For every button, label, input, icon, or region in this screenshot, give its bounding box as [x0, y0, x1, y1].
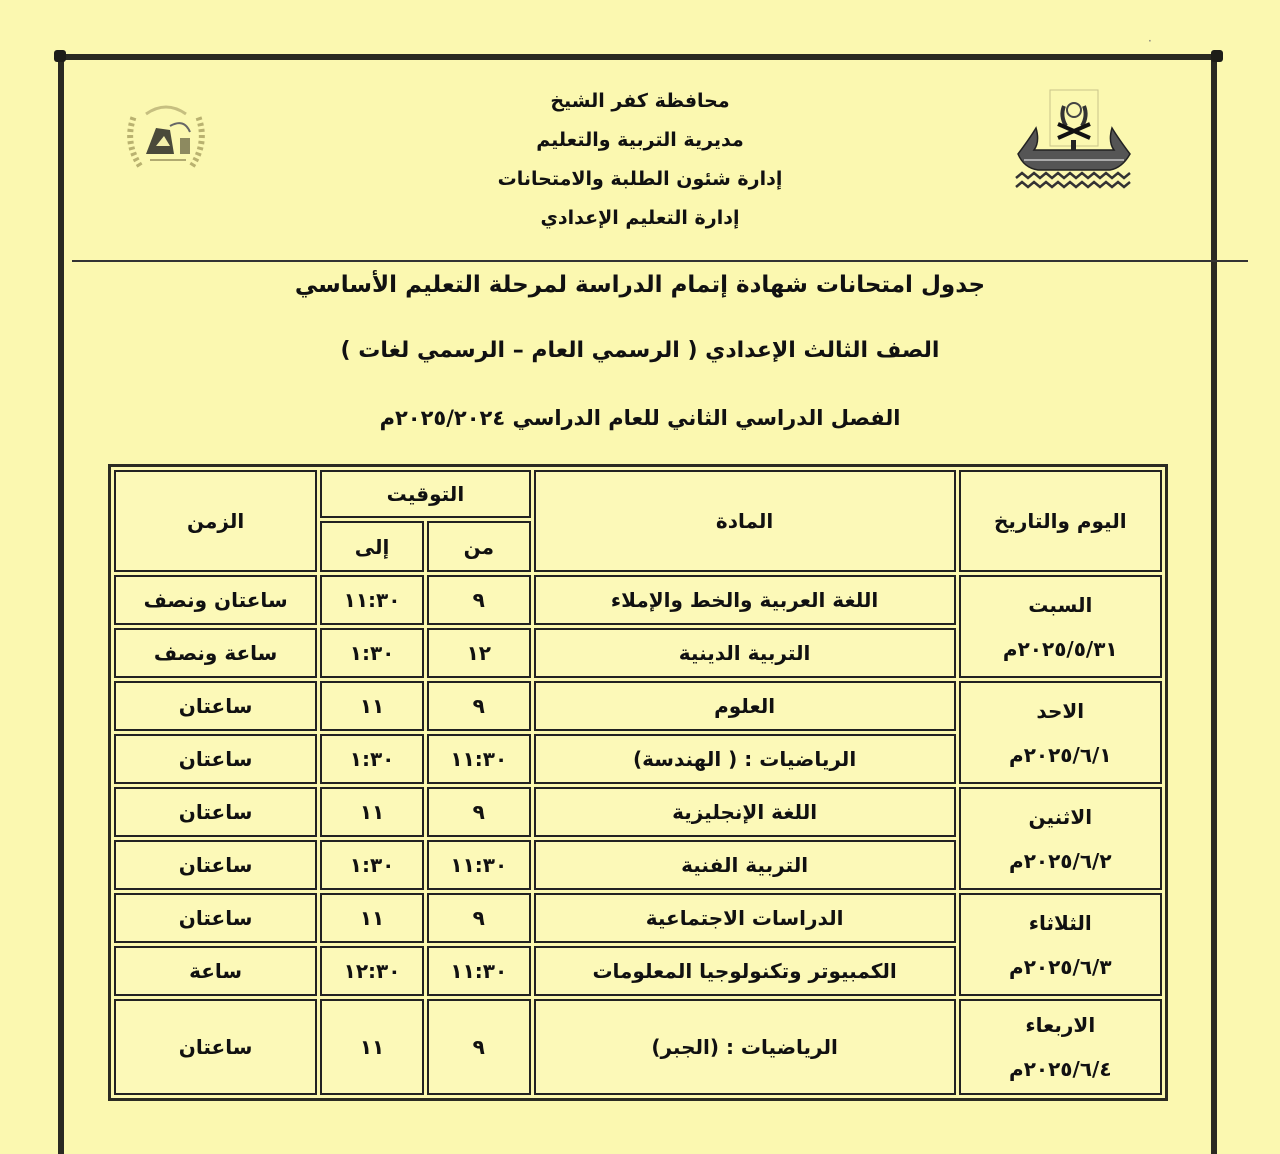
day-date-cell — [959, 681, 1162, 784]
to-time-cell: ١:٣٠ — [320, 628, 424, 678]
from-time-cell: ٩ — [427, 999, 531, 1095]
governorate-name: محافظة كفر الشيخ — [550, 90, 730, 112]
subject-cell: اللغة العربية والخط والإملاء — [534, 575, 956, 625]
document-title: جدول امتحانات شهادة إتمام الدراسة لمرحلة التعليم الأساسي — [294, 272, 986, 298]
sub-department-name: إدارة التعليم الإعدادي — [540, 207, 740, 229]
from-time-cell: ٩ — [427, 787, 531, 837]
to-time-cell: ١١ — [320, 787, 424, 837]
table-row — [114, 787, 1162, 837]
header-from: من — [427, 521, 531, 572]
table-row — [114, 681, 1162, 731]
exam-date: ٢٠٢٥/٦/٣م — [1009, 954, 1112, 979]
table-row — [114, 893, 1162, 943]
day-name: الاثنين — [1028, 804, 1093, 829]
day-date-cell — [959, 575, 1162, 678]
subject-cell: اللغة الإنجليزية — [534, 787, 956, 837]
duration-cell: ساعتان ونصف — [114, 575, 317, 625]
issuing-authority-header — [420, 82, 860, 238]
from-time-cell: ١١:٣٠ — [427, 734, 531, 784]
header-duration: الزمن — [114, 470, 317, 572]
duration-cell: ساعتان — [114, 893, 317, 943]
header-day-date: اليوم والتاريخ — [959, 470, 1162, 572]
to-time-cell: ١١ — [320, 999, 424, 1095]
header-subject: المادة — [534, 470, 956, 572]
to-time-cell: ١:٣٠ — [320, 734, 424, 784]
governorate-emblem-icon — [1010, 88, 1136, 194]
directorate-name: مديرية التربية والتعليم — [536, 129, 744, 151]
from-time-cell: ١١:٣٠ — [427, 840, 531, 890]
from-time-cell: ١٢ — [427, 628, 531, 678]
to-time-cell: ١:٣٠ — [320, 840, 424, 890]
frame-corner — [1211, 50, 1223, 62]
duration-cell: ساعتان — [114, 734, 317, 784]
exam-date: ٢٠٢٥/٦/٤م — [1009, 1057, 1112, 1081]
subject-cell: العلوم — [534, 681, 956, 731]
department-name: إدارة شئون الطلبة والامتحانات — [497, 168, 783, 190]
day-name: السبت — [1028, 592, 1093, 617]
subject-cell: التربية الدينية — [534, 628, 956, 678]
subject-cell: التربية الفنية — [534, 840, 956, 890]
to-time-cell: ١١ — [320, 681, 424, 731]
day-date-cell — [959, 787, 1162, 890]
table-row — [114, 575, 1162, 625]
grade-subtitle: الصف الثالث الإعدادي ( الرسمي العام – الرسمي لغات ) — [340, 338, 940, 363]
scan-mark: · — [1148, 34, 1152, 48]
to-time-cell: ١١:٣٠ — [320, 575, 424, 625]
table-header-row — [114, 470, 1162, 518]
day-name: الثلاثاء — [1028, 910, 1092, 935]
exam-date: ٢٠٢٥/٥/٣١م — [1002, 636, 1118, 661]
duration-cell: ساعتان — [114, 681, 317, 731]
duration-cell: ساعة ونصف — [114, 628, 317, 678]
header-divider — [72, 260, 1248, 262]
subject-cell: الرياضيات : ( الهندسة) — [534, 734, 956, 784]
subject-cell: الرياضيات : (الجبر) — [534, 999, 956, 1095]
exam-date: ٢٠٢٥/٦/١م — [1009, 742, 1112, 767]
to-time-cell: ١٢:٣٠ — [320, 946, 424, 996]
from-time-cell: ٩ — [427, 681, 531, 731]
subject-cell: الكمبيوتر وتكنولوجيا المعلومات — [534, 946, 956, 996]
duration-cell: ساعة — [114, 946, 317, 996]
duration-cell: ساعتان — [114, 999, 317, 1095]
exam-date: ٢٠٢٥/٦/٢م — [1009, 848, 1112, 873]
from-time-cell: ٩ — [427, 893, 531, 943]
day-name: الاحد — [1036, 698, 1085, 723]
duration-cell: ساعتان — [114, 787, 317, 837]
header-to: إلى — [320, 521, 424, 572]
exam-schedule-table — [108, 464, 1168, 1101]
to-time-cell: ١١ — [320, 893, 424, 943]
day-date-cell — [959, 893, 1162, 996]
day-name: الاربعاء — [1025, 1013, 1096, 1037]
day-date-cell — [959, 999, 1162, 1095]
duration-cell: ساعتان — [114, 840, 317, 890]
directorate-emblem-icon — [120, 96, 212, 186]
subject-cell: الدراسات الاجتماعية — [534, 893, 956, 943]
frame-corner — [54, 50, 66, 62]
from-time-cell: ١١:٣٠ — [427, 946, 531, 996]
from-time-cell: ٩ — [427, 575, 531, 625]
term-subtitle: الفصل الدراسي الثاني للعام الدراسي ٢٠٢٥/٢٠٢٤م — [379, 406, 901, 430]
header-timing: التوقيت — [320, 470, 530, 518]
table-row — [114, 999, 1162, 1095]
